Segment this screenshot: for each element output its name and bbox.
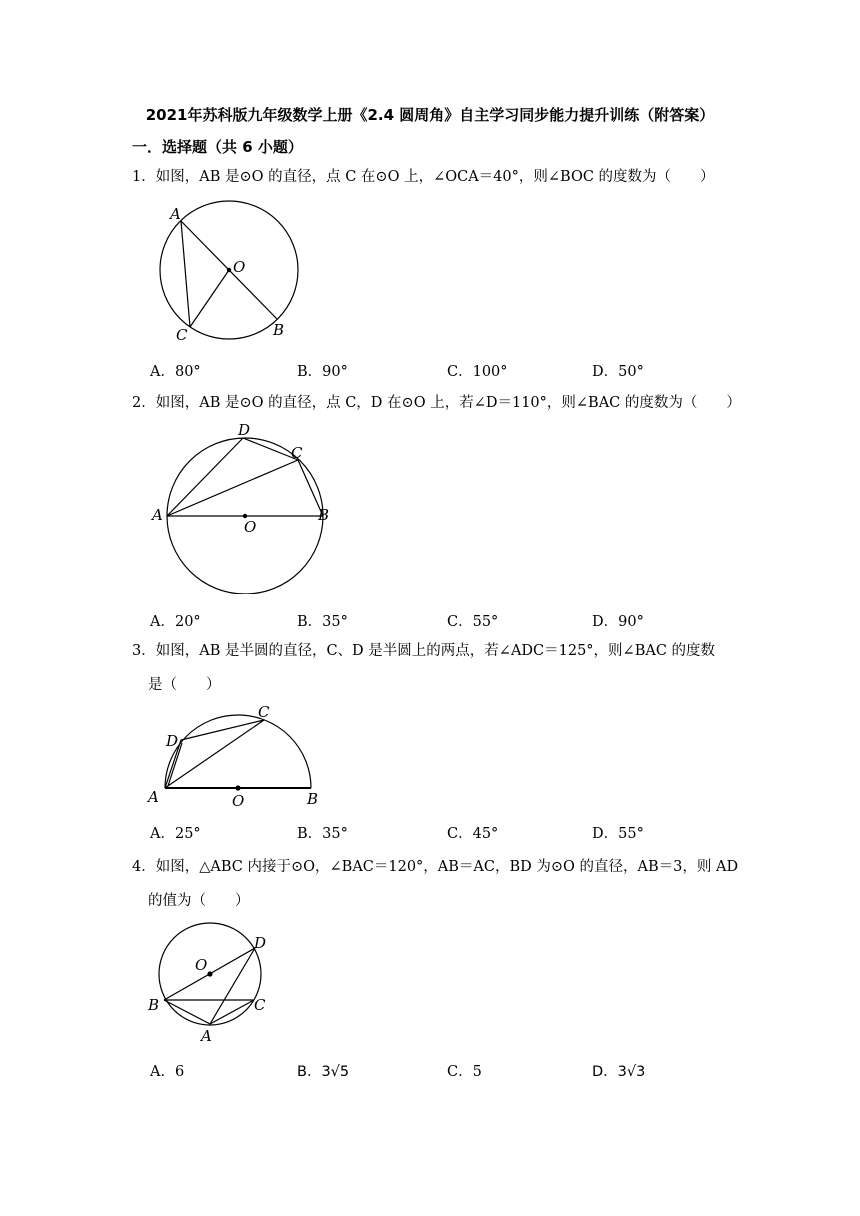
figure-2-label-o: O bbox=[244, 518, 257, 536]
question-3-option-d[interactable]: D．55° bbox=[592, 826, 644, 842]
figure-1-label-b: B bbox=[273, 321, 285, 339]
question-4 bbox=[132, 850, 742, 918]
question-4-option-d[interactable]: D．3√3 bbox=[592, 1064, 646, 1080]
question-1 bbox=[132, 160, 742, 194]
question-4-option-c[interactable]: C．5 bbox=[447, 1064, 482, 1080]
figure-4-label-c: C bbox=[254, 996, 266, 1014]
figure-4-label-d: D bbox=[254, 934, 267, 952]
figure-1-label-a: A bbox=[170, 205, 181, 223]
figure-2-label-d: D bbox=[238, 422, 251, 439]
question-1-stem: 1．如图，AB 是⊙O 的直径，点 C 在⊙O 上，∠OCA＝40°，则∠BOC 的度数为（ ） bbox=[132, 169, 715, 185]
question-4-option-a[interactable]: A．6 bbox=[150, 1064, 185, 1080]
figure-2-label-a: A bbox=[152, 506, 163, 524]
question-2-option-c[interactable]: C．55° bbox=[447, 614, 499, 630]
figure-3-label-b: B bbox=[307, 790, 319, 808]
figure-1-label-o: O bbox=[233, 258, 246, 276]
question-3-option-c[interactable]: C．45° bbox=[447, 826, 499, 842]
question-2-option-a[interactable]: A．20° bbox=[150, 614, 201, 630]
question-1-option-a[interactable]: A．80° bbox=[150, 364, 201, 380]
question-3 bbox=[132, 634, 742, 702]
question-4-stem-continued: 的值为（ ） bbox=[148, 893, 250, 909]
question-1-option-c[interactable]: C．100° bbox=[447, 364, 508, 380]
figure-4-label-o: O bbox=[195, 956, 208, 974]
figure-3-label-d: D bbox=[166, 732, 179, 750]
figure-2-label-b: B bbox=[318, 506, 330, 524]
figure-1 bbox=[150, 200, 310, 348]
section-heading: 一．选择题（共 6 小题） bbox=[132, 138, 303, 156]
figure-2-label-c: C bbox=[291, 444, 303, 462]
figure-4 bbox=[146, 918, 276, 1048]
figure-3-label-c: C bbox=[258, 703, 270, 721]
question-4-stem: 4．如图，△ABC 内接于⊙O，∠BAC＝120°，AB＝AC，BD 为⊙O 的直径，AB＝3，则 AD bbox=[132, 859, 739, 875]
figure-2 bbox=[148, 422, 338, 594]
figure-1-label-c: C bbox=[176, 326, 188, 344]
figure-4-label-b: B bbox=[148, 996, 160, 1014]
question-3-stem-continued: 是（ ） bbox=[148, 677, 221, 693]
question-2-option-b[interactable]: B．35° bbox=[297, 614, 348, 630]
figure-3-label-a: A bbox=[148, 788, 159, 806]
figure-4-label-a: A bbox=[201, 1027, 212, 1045]
question-4-option-b[interactable]: B．3√5 bbox=[297, 1064, 350, 1080]
question-1-option-b[interactable]: B．90° bbox=[297, 364, 348, 380]
question-2-stem: 2．如图，AB 是⊙O 的直径，点 C，D 在⊙O 上，若∠D＝110°，则∠BAC 的度数为（ ） bbox=[132, 395, 741, 411]
document-title: 2021年苏科版九年级数学上册《2.4 圆周角》自主学习同步能力提升训练（附答案） bbox=[145, 106, 715, 124]
question-2 bbox=[132, 386, 742, 420]
question-2-option-d[interactable]: D．90° bbox=[592, 614, 644, 630]
question-3-option-a[interactable]: A．25° bbox=[150, 826, 201, 842]
question-3-stem: 3．如图，AB 是半圆的直径，C、D 是半圆上的两点，若∠ADC＝125°，则∠BAC 的度数 bbox=[132, 643, 716, 659]
figure-3-label-o: O bbox=[232, 792, 245, 810]
figure-3 bbox=[146, 700, 336, 810]
question-1-option-d[interactable]: D．50° bbox=[592, 364, 644, 380]
question-3-option-b[interactable]: B．35° bbox=[297, 826, 348, 842]
